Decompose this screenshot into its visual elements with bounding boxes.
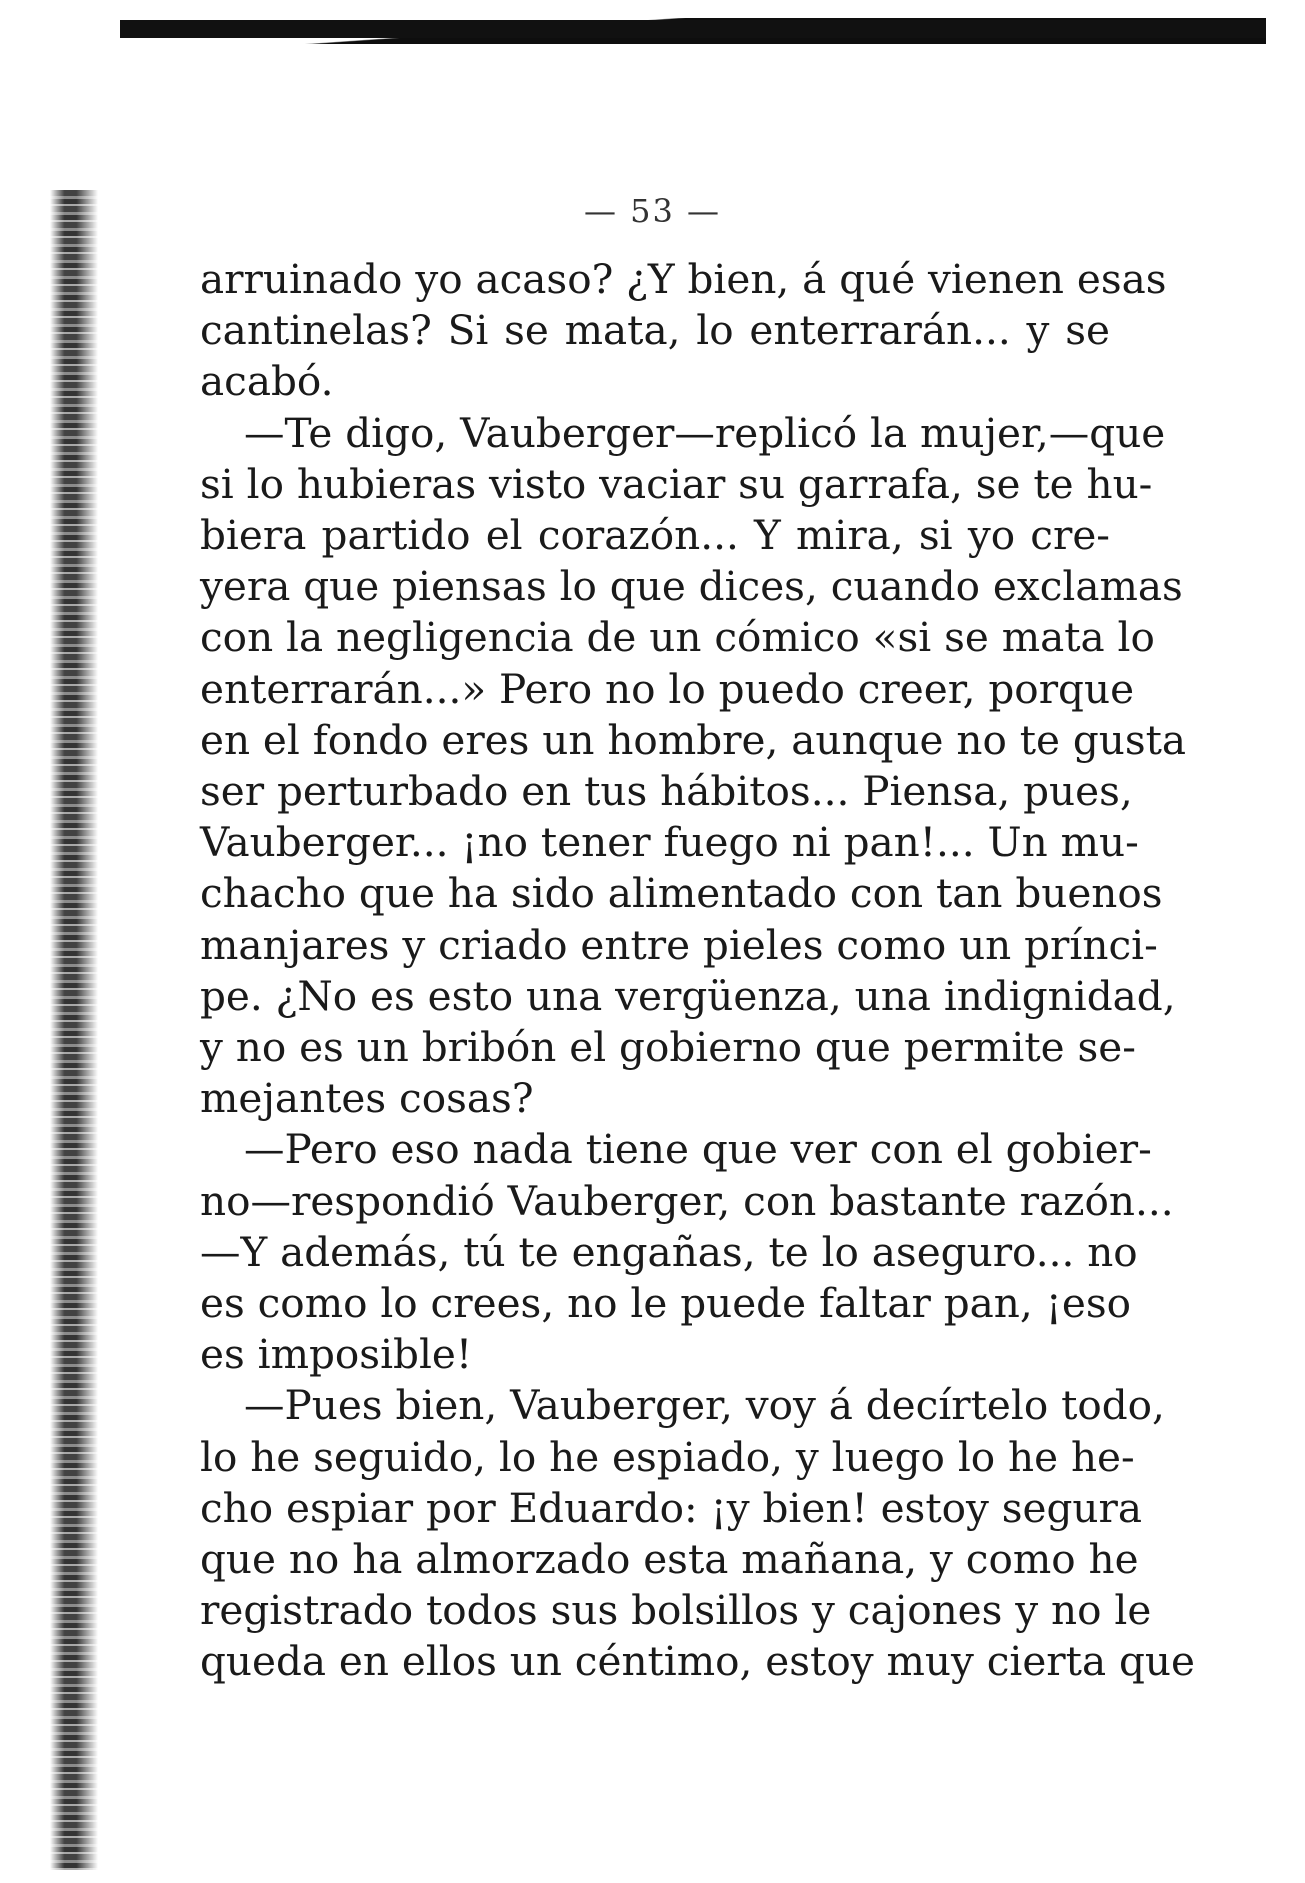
- body-text: [200, 254, 1195, 1688]
- text-line: enterrarán...» Pero no lo puedo creer, porque: [200, 664, 1135, 713]
- text-line: es imposible!: [200, 1330, 473, 1379]
- text-line: no—respondió Vauberger, con bastante razón...: [200, 1176, 1174, 1225]
- text-line: biera partido el corazón... Y mira, si yo cre-: [200, 511, 1110, 560]
- text-line: y no es un bribón el gobierno que permite se-: [200, 1023, 1136, 1072]
- text-line: yera que piensas lo que dices, cuando exclamas: [200, 562, 1183, 611]
- text-line: pe. ¿No es esto una vergüenza, una indignidad,: [200, 971, 1176, 1020]
- page-number: — 53 —: [583, 192, 722, 230]
- text-line: si lo hubieras visto vaciar su garrafa, se te hu-: [200, 459, 1153, 508]
- text-line: chacho que ha sido alimentado con tan buenos: [200, 869, 1163, 918]
- text-line: —Pero eso nada tiene que ver con el gobier-: [244, 1125, 1152, 1174]
- text-line: en el fondo eres un hombre, aunque no te gusta: [200, 715, 1187, 764]
- text-line: registrado todos sus bolsillos y cajones y no le: [200, 1586, 1152, 1635]
- text-line: acabó.: [200, 357, 334, 406]
- text-line: —Te digo, Vauberger—replicó la mujer,—que: [244, 408, 1166, 457]
- text-line: ser perturbado en tus hábitos... Piensa, pues,: [200, 767, 1133, 816]
- text-line: Vauberger... ¡no tener fuego ni pan!... Un mu-: [200, 818, 1139, 867]
- text-line: —Pues bien, Vauberger, voy á decírtelo todo,: [244, 1381, 1165, 1430]
- text-line: mejantes cosas?: [200, 1074, 534, 1123]
- top-page-edge-strip: [120, 20, 1266, 38]
- text-line: con la negligencia de un cómico «si se mata lo: [200, 613, 1155, 662]
- text-line: manjares y criado entre pieles como un prínci-: [200, 920, 1158, 969]
- book-spine-shadow: [50, 190, 98, 1870]
- text-line: es como lo crees, no le puede faltar pan, ¡eso: [200, 1279, 1132, 1328]
- text-line: —Y además, tú te engañas, te lo aseguro... no: [200, 1227, 1138, 1276]
- text-line: queda en ellos un céntimo, estoy muy cierta que: [200, 1637, 1195, 1686]
- text-line: cantinelas? Si se mata, lo enterrarán... y se: [200, 306, 1110, 355]
- text-line: lo he seguido, lo he espiado, y luego lo he he-: [200, 1432, 1135, 1481]
- text-line: que no ha almorzado esta mañana, y como he: [200, 1535, 1139, 1584]
- text-line: arruinado yo acaso? ¿Y bien, á qué vienen esas: [200, 255, 1167, 303]
- text-line: cho espiar por Eduardo: ¡y bien! estoy segura: [200, 1483, 1143, 1532]
